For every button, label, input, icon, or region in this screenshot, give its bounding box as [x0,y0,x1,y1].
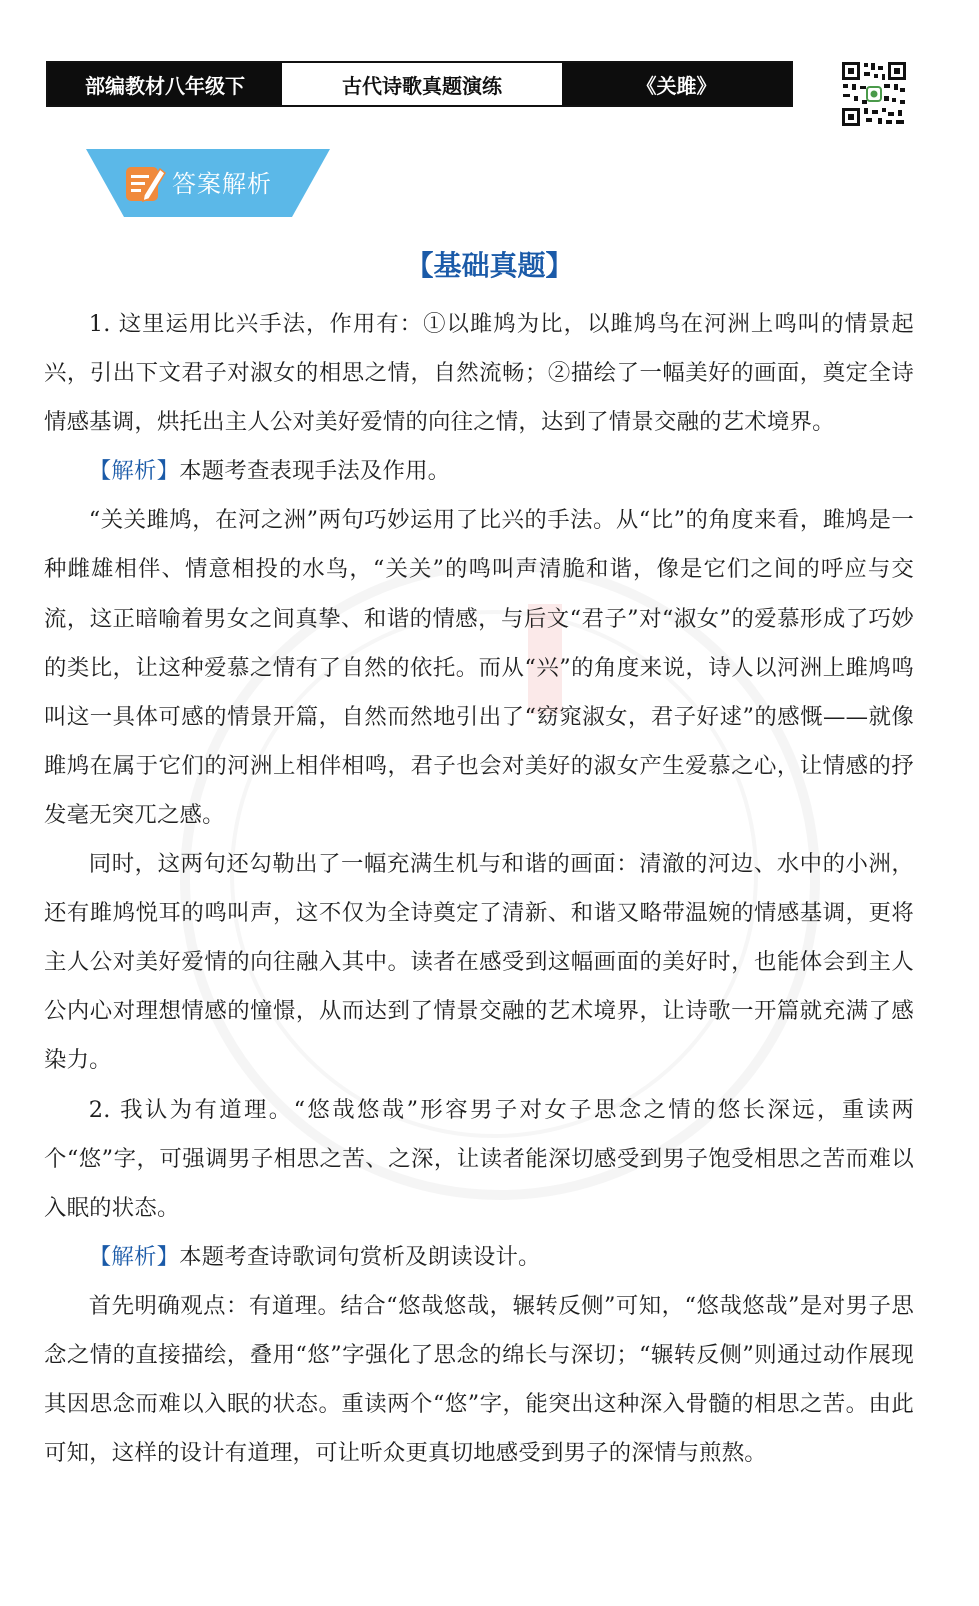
analysis-1-body-b: 同时，这两句还勾勒出了一幅充满生机与和谐的画面：清澈的河边、水中的小洲，还有雎鸠悦耳的鸣叫声，这不仅为全诗奠定了清新、和谐又略带温婉的情感基调，更将主人公对美好爱情的向往融入其中。读者在感受到这幅画面的美好时，也能体会到主人公内心对理想情感的憧憬，从而达到了情景交融的艺术境界，让诗歌一开篇就充满了感染力。 [44,851,914,1074]
qr-code-icon[interactable] [840,60,908,128]
header-bar [46,61,793,107]
header-poem-title: 《关雎》 [562,63,791,105]
answer-1: 1. 这里运用比兴手法，作用有：①以雎鸠为比，以雎鸠鸟在河洲上鸣叫的情景起兴，引出下文君子对淑女的相思之情，自然流畅；②描绘了一幅美好的画面，奠定全诗情感基调，烘托出主人公对美好爱情的向往之情，达到了情景交融的艺术境界。 [44,311,914,436]
analysis-label: 【解析】 [88,1243,180,1270]
answer-content [44,300,914,1478]
analysis-2-body: 首先明确观点：有道理。结合“悠哉悠哉，辗转反侧”可知，“悠哉悠哉”是对男子思念之情的直接描绘，叠用“悠”字强化了思念的绵长与深切；“辗转反侧”则通过动作展现其因思念而难以入眠的状态。重读两个“悠”字，能突出这种深入骨髓的相思之苦。由此可知，这样的设计有道理，可让听众更真切地感受到男子的深情与煎熬。 [44,1292,914,1467]
analysis-1-body-a: “关关雎鸠，在河之洲”两句巧妙运用了比兴的手法。从“比”的角度来看，雎鸠是一种雌雄相伴、情意相投的水鸟，“关关”的鸣叫声清脆和谐，像是它们之间的呼应与交流，这正暗喻着男女之间真挚、和谐的情感，与后文“君子”对“淑女”的爱慕形成了巧妙的类比，让这种爱慕之情有了自然的依托。而从“兴”的角度来说，诗人以河洲上雎鸠鸣叫这一具体可感的情景开篇，自然而然地引出了“窈窕淑女，君子好逑”的感慨——就像雎鸠在属于它们的河洲上相伴相鸣，君子也会对美好的淑女产生爱慕之心，让情感的抒发毫无突兀之感。 [44,507,914,828]
analysis-label: 【解析】 [88,458,180,485]
pencil-paper-icon [124,163,166,205]
answer-tag-label: 答案解析 [172,170,272,198]
answer-2: 2. 我认为有道理。“悠哉悠哉”形容男子对女子思念之情的悠长深远，重读两个“悠”字，可强调男子相思之苦、之深，让读者能深切感受到男子饱受相思之苦而难以入眠的状态。 [44,1096,914,1221]
analysis-2-intro: 【解析】本题考查诗歌词句赏析及朗读设计。 [88,1243,541,1270]
section-title: 【基础真题】 [405,249,574,282]
header-topic: 古代诗歌真题演练 [282,63,562,105]
header-grade: 部编教材八年级下 [48,63,282,105]
analysis-1-intro: 【解析】本题考查表现手法及作用。 [88,458,451,485]
